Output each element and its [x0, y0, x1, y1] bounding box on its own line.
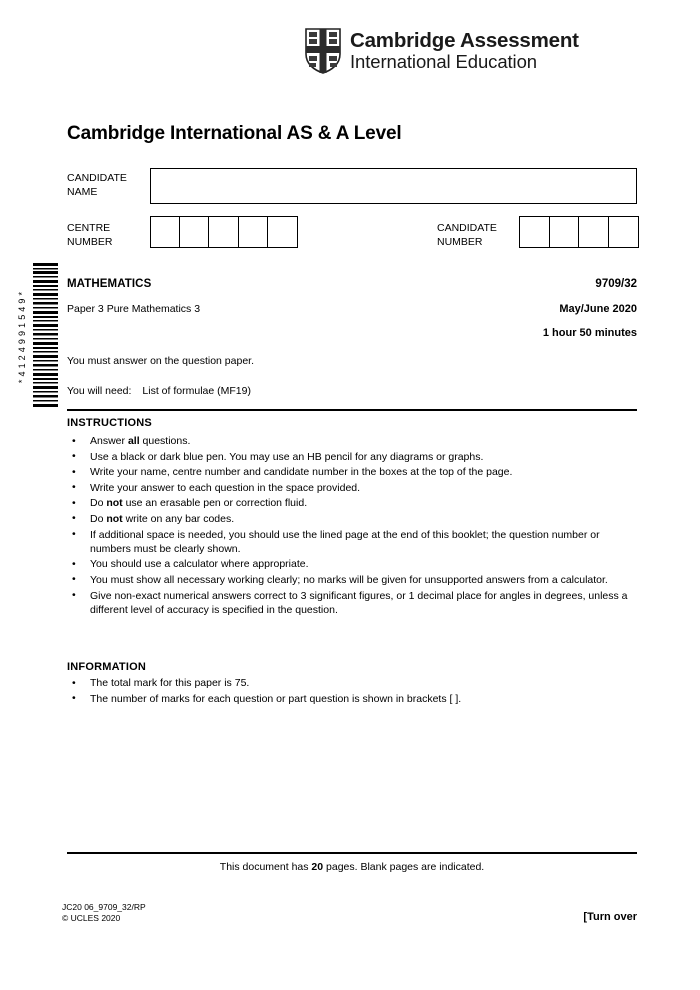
divider-bottom [67, 852, 637, 854]
candidate-number-cell[interactable] [520, 217, 550, 247]
candidate-name-label [67, 172, 127, 199]
item-text-pre: Do [90, 497, 107, 510]
cambridge-crest-shield-icon [305, 28, 341, 74]
document-page-count [67, 861, 637, 873]
item-text-pre: Write your name, centre number and candidate number in the boxes at the top of the page. [90, 466, 513, 479]
page-count-value: 20 [311, 861, 324, 873]
page-count-post: pages. Blank pages are indicated. [323, 861, 485, 873]
cambridge-assessment-logo [305, 28, 579, 74]
centre-number-label [67, 222, 113, 249]
barcode-digits: *4124991549* [17, 288, 27, 384]
centre-number-label-line1: CENTRE [67, 222, 111, 234]
candidate-name-input[interactable] [150, 168, 637, 204]
item-text-bold: all [127, 435, 140, 447]
centre-number-label-line2: NUMBER [67, 235, 113, 248]
candidate-number-label-line1: CANDIDATE [437, 222, 497, 234]
paper-code: 9709/32 [595, 278, 637, 290]
answer-on-note: You must answer on the question paper. [67, 355, 254, 367]
centre-number-cell[interactable] [151, 217, 180, 247]
paper-row [67, 303, 637, 315]
item-text-post: questions. [139, 435, 191, 447]
list-item [67, 481, 637, 495]
candidate-number-label-line2: NUMBER [437, 235, 483, 248]
centre-number-cell[interactable] [209, 217, 238, 247]
list-item [67, 434, 637, 448]
page-count-pre: This document has [219, 861, 312, 873]
duration-row [67, 327, 637, 339]
list-item [67, 557, 637, 571]
list-item [67, 573, 637, 587]
candidate-name-label-line1: CANDIDATE [67, 172, 127, 184]
divider-top [67, 409, 637, 411]
footer-copyright: © UCLES 2020 [62, 913, 121, 923]
list-item [67, 512, 637, 526]
item-text-pre: Use a black or dark blue pen. You may use an HB pencil for any diagrams or graphs. [90, 450, 484, 463]
item-text-pre: Give non-exact numerical answers correct to 3 significant figures, or 1 decimal place for angles in degrees, unless a different level of accuracy is specified in the question. [90, 589, 628, 616]
page-title: Cambridge International AS & A Level [67, 123, 402, 144]
list-item [67, 589, 637, 617]
logo-primary-text: Cambridge Assessment [350, 28, 579, 52]
item-text-pre: Do [90, 512, 107, 525]
list-item [67, 528, 637, 556]
instructions-list [67, 434, 637, 618]
materials-note-label: You will need: [67, 385, 132, 397]
centre-number-cell[interactable] [180, 217, 209, 247]
barcode-bars-icon [33, 262, 58, 410]
exam-duration: 1 hour 50 minutes [542, 327, 637, 339]
item-text-post: use an erasable pen or correction fluid. [122, 497, 308, 510]
candidate-number-cell[interactable] [550, 217, 580, 247]
information-heading: INFORMATION [67, 661, 146, 673]
barcode [17, 262, 59, 410]
footer-reference [62, 902, 146, 924]
exam-session: May/June 2020 [559, 303, 637, 315]
item-text-pre: Write your answer to each question in the space provided. [90, 481, 361, 494]
subject-row [67, 278, 637, 290]
item-text-bold: not [106, 497, 123, 510]
item-text-post: write on any bar codes. [122, 512, 235, 525]
subject-name: MATHEMATICS [67, 278, 152, 290]
list-item [67, 450, 637, 464]
instructions-heading: INSTRUCTIONS [67, 417, 152, 429]
item-text-pre: The number of marks for each question or part question is shown in brackets [ ]. [90, 692, 462, 705]
item-text-bold: not [106, 512, 123, 525]
item-text-pre: If additional space is needed, you should use the lined page at the end of this booklet; the question number or numbers must be clearly shown. [90, 528, 600, 555]
list-item [67, 465, 637, 479]
materials-note [67, 385, 251, 397]
footer-doc-ref: JC20 06_9709_32/RP [62, 902, 146, 912]
centre-number-input[interactable] [150, 216, 298, 248]
logo-secondary-text: International Education [350, 51, 537, 73]
turn-over-label: [Turn over [583, 911, 637, 923]
information-list [67, 676, 637, 707]
item-text-pre: You should use a calculator where appropriate. [90, 558, 309, 571]
candidate-number-label [437, 222, 497, 249]
materials-note-value: List of formulae (MF19) [142, 385, 251, 397]
candidate-number-cell[interactable] [579, 217, 609, 247]
list-item [67, 692, 637, 706]
candidate-name-label-line2: NAME [67, 185, 98, 198]
candidate-number-input[interactable] [519, 216, 639, 248]
list-item [67, 676, 637, 690]
centre-number-cell[interactable] [239, 217, 268, 247]
item-text-pre: The total mark for this paper is 75. [90, 677, 250, 689]
centre-number-cell[interactable] [268, 217, 297, 247]
item-text-pre: Answer [90, 435, 128, 447]
list-item [67, 496, 637, 510]
paper-name: Paper 3 Pure Mathematics 3 [67, 303, 201, 315]
item-text-pre: You must show all necessary working clearly; no marks will be given for unsupported answers from a calculator. [90, 573, 608, 586]
candidate-number-cell[interactable] [609, 217, 639, 247]
